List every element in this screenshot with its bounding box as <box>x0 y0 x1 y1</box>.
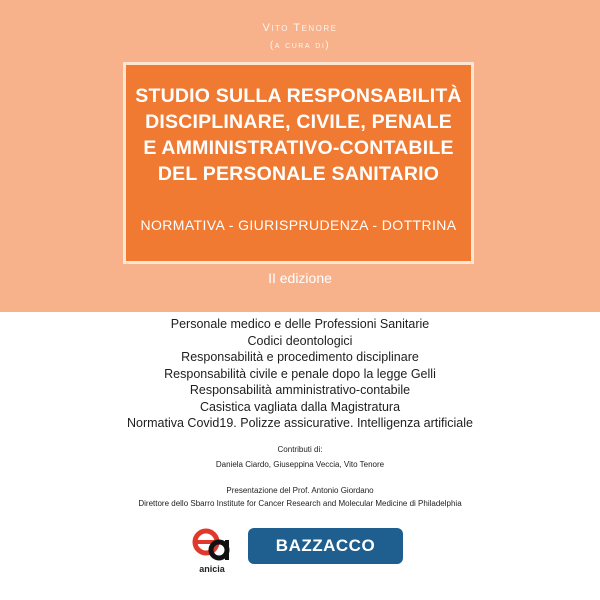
presentation-line: Presentazione del Prof. Antonio Giordano <box>226 486 374 495</box>
topic-item: Responsabilità amministrativo-contabile <box>189 383 411 397</box>
topic-item: Codici deontologici <box>247 333 353 348</box>
title-line: STUDIO SULLA RESPONSABILITÀ <box>135 85 462 107</box>
edition-label: II edizione <box>268 270 332 286</box>
anicia-logo-text: anicia <box>199 564 225 574</box>
title-box <box>123 62 474 264</box>
anicia-mark-icon <box>192 516 232 564</box>
contributors-names: Daniela Ciardo, Giuseppina Veccia, Vito Tenore <box>215 460 385 469</box>
author-name: Vito Tenore <box>262 22 338 34</box>
topics-list <box>0 316 600 432</box>
book-title <box>126 83 471 187</box>
topic-item: Casistica vagliata dalla Magistratura <box>199 399 401 414</box>
book-subtitle: NORMATIVA - GIURISPRUDENZA - DOTTRINA <box>140 217 457 233</box>
title-line: DISCIPLINARE, CIVILE, PENALE <box>145 111 452 133</box>
topic-item: Personale medico e delle Professioni Sanitarie <box>170 317 430 331</box>
title-line: E AMMINISTRATIVO-CONTABILE <box>143 137 454 159</box>
title-line: DEL PERSONALE SANITARIO <box>157 163 440 185</box>
bazzacco-logo: BAZZACCO <box>248 528 403 564</box>
topic-item: Normativa Covid19. Polizze assicurative. Intelligenza artificiale <box>127 416 473 430</box>
topic-item: Responsabilità civile e penale dopo la legge Gelli <box>164 366 436 381</box>
topic-item: Responsabilità e procedimento disciplinare <box>181 350 419 364</box>
contributors-label: Contributi di: <box>277 445 323 454</box>
curator-note: (a cura di) <box>269 40 331 51</box>
director-line: Direttore dello Sbarro Institute for Cancer Research and Molecular Medicine di Philadelphia <box>138 499 462 508</box>
anicia-logo <box>192 516 232 576</box>
